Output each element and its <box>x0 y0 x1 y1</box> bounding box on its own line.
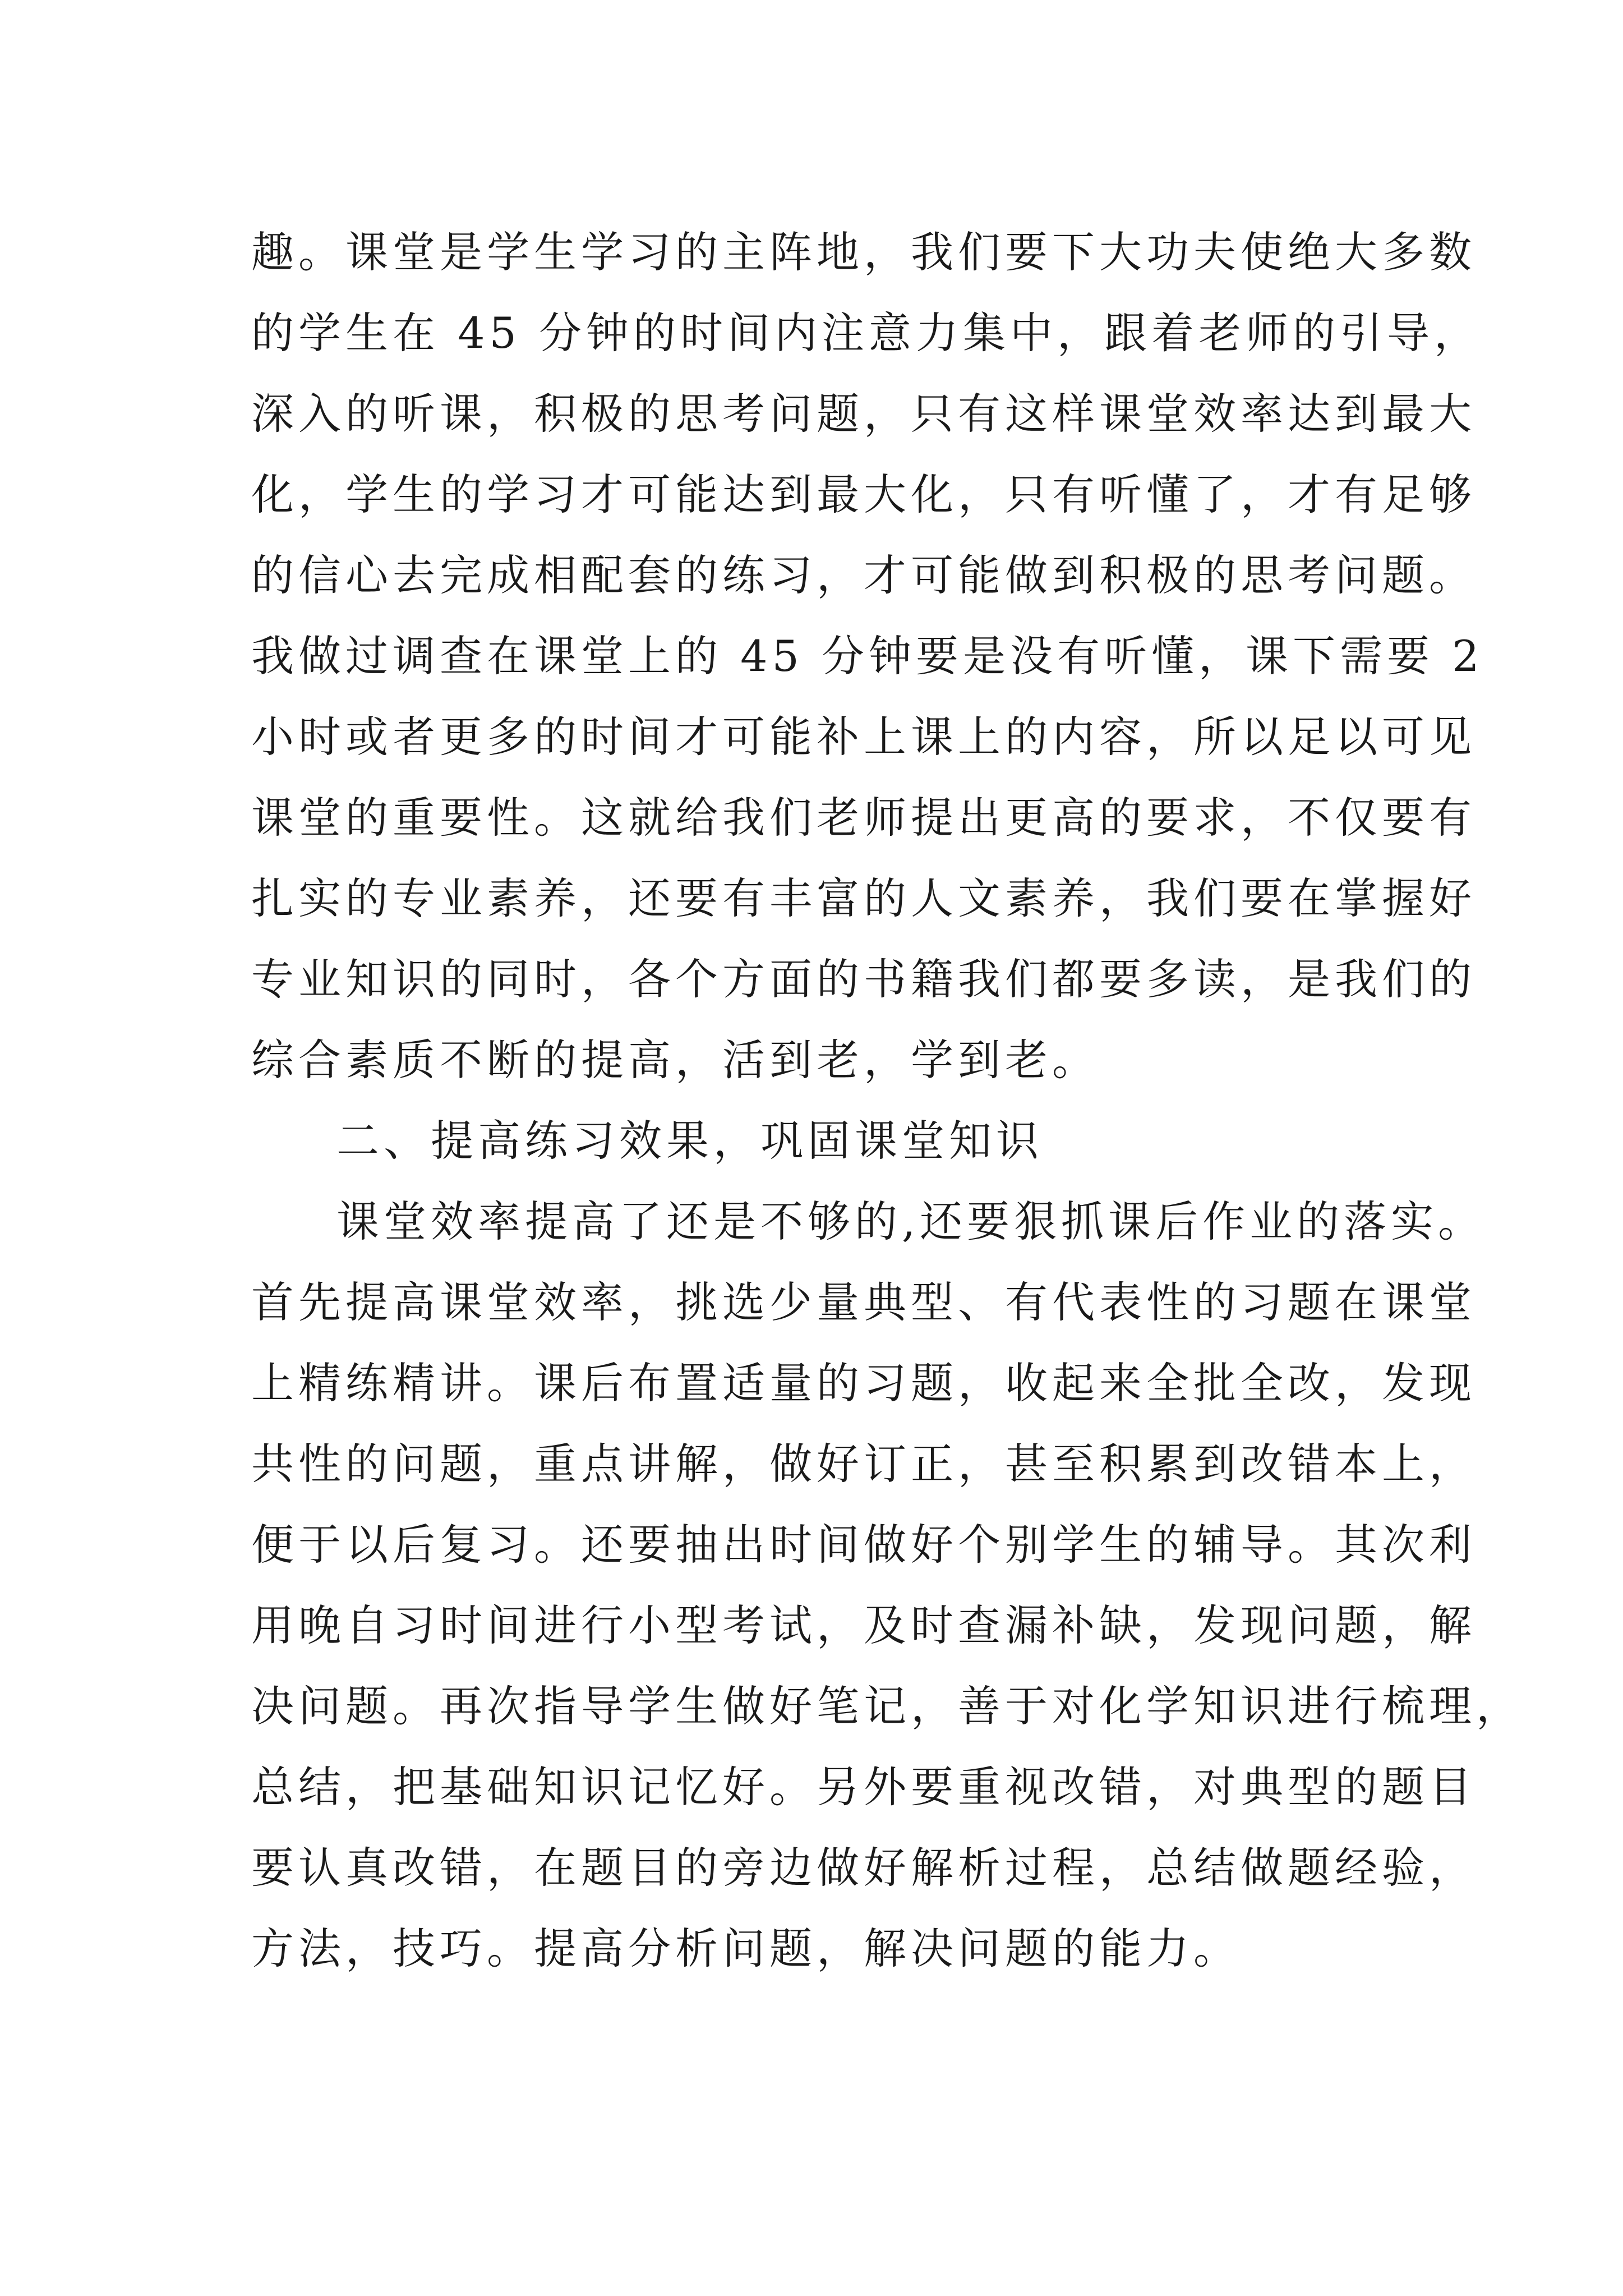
text-line: 综合素质不断的提高，活到老，学到老。 <box>251 1035 1099 1085</box>
text-line: 化，学生的学习才可能达到最大化，只有听懂了，才有足够 <box>251 470 1476 519</box>
text-line: 的学生在 45 分钟的时间内注意力集中，跟着老师的引导， <box>251 308 1482 358</box>
text-line: 总结，把基础知识记忆好。另外要重视改错，对典型的题目 <box>251 1762 1476 1812</box>
text-line: 扎实的专业素养，还要有丰富的人文素养，我们要在掌握好 <box>251 873 1476 923</box>
text-line: 方法，技巧。提高分析问题，解决问题的能力。 <box>251 1924 1241 1973</box>
text-line: 的信心去完成相配套的练习，才可能做到积极的思考问题。 <box>251 550 1476 600</box>
text-line: 趣。课堂是学生学习的主阵地，我们要下大功夫使绝大多数 <box>251 227 1476 277</box>
text-line: 便于以后复习。还要抽出时间做好个别学生的辅导。其次利 <box>251 1520 1476 1570</box>
section-heading: 二、提高练习效果，巩固课堂知识 <box>336 1116 1043 1166</box>
text-line: 小时或者更多的时间才可能补上课上的内容，所以足以可见 <box>251 712 1476 762</box>
text-line: 深入的听课，积极的思考问题，只有这样课堂效率达到最大 <box>251 389 1476 439</box>
text-line: 专业知识的同时，各个方面的书籍我们都要多读，是我们的 <box>251 954 1476 1004</box>
text-line: 我做过调查在课堂上的 45 分钟要是没有听懂，课下需要 2 <box>251 631 1484 681</box>
paragraph-start-line: 课堂效率提高了还是不够的,还要狠抓课后作业的落实。 <box>336 1197 1486 1246</box>
text-line: 用晚自习时间进行小型考试，及时查漏补缺，发现问题，解 <box>251 1600 1476 1650</box>
text-line: 课堂的重要性。这就给我们老师提出更高的要求，不仅要有 <box>251 793 1476 843</box>
text-line: 上精练精讲。课后布置适量的习题，收起来全批全改，发现 <box>251 1358 1476 1408</box>
text-line: 共性的问题，重点讲解，做好订正，甚至积累到改错本上， <box>251 1439 1476 1489</box>
text-line: 首先提高课堂效率，挑选少量典型、有代表性的习题在课堂 <box>251 1277 1476 1327</box>
text-line: 要认真改错，在题目的旁边做好解析过程，总结做题经验， <box>251 1843 1476 1893</box>
body-text <box>251 212 1523 1989</box>
text-line: 决问题。再次指导学生做好笔记，善于对化学知识进行梳理， <box>251 1681 1523 1731</box>
